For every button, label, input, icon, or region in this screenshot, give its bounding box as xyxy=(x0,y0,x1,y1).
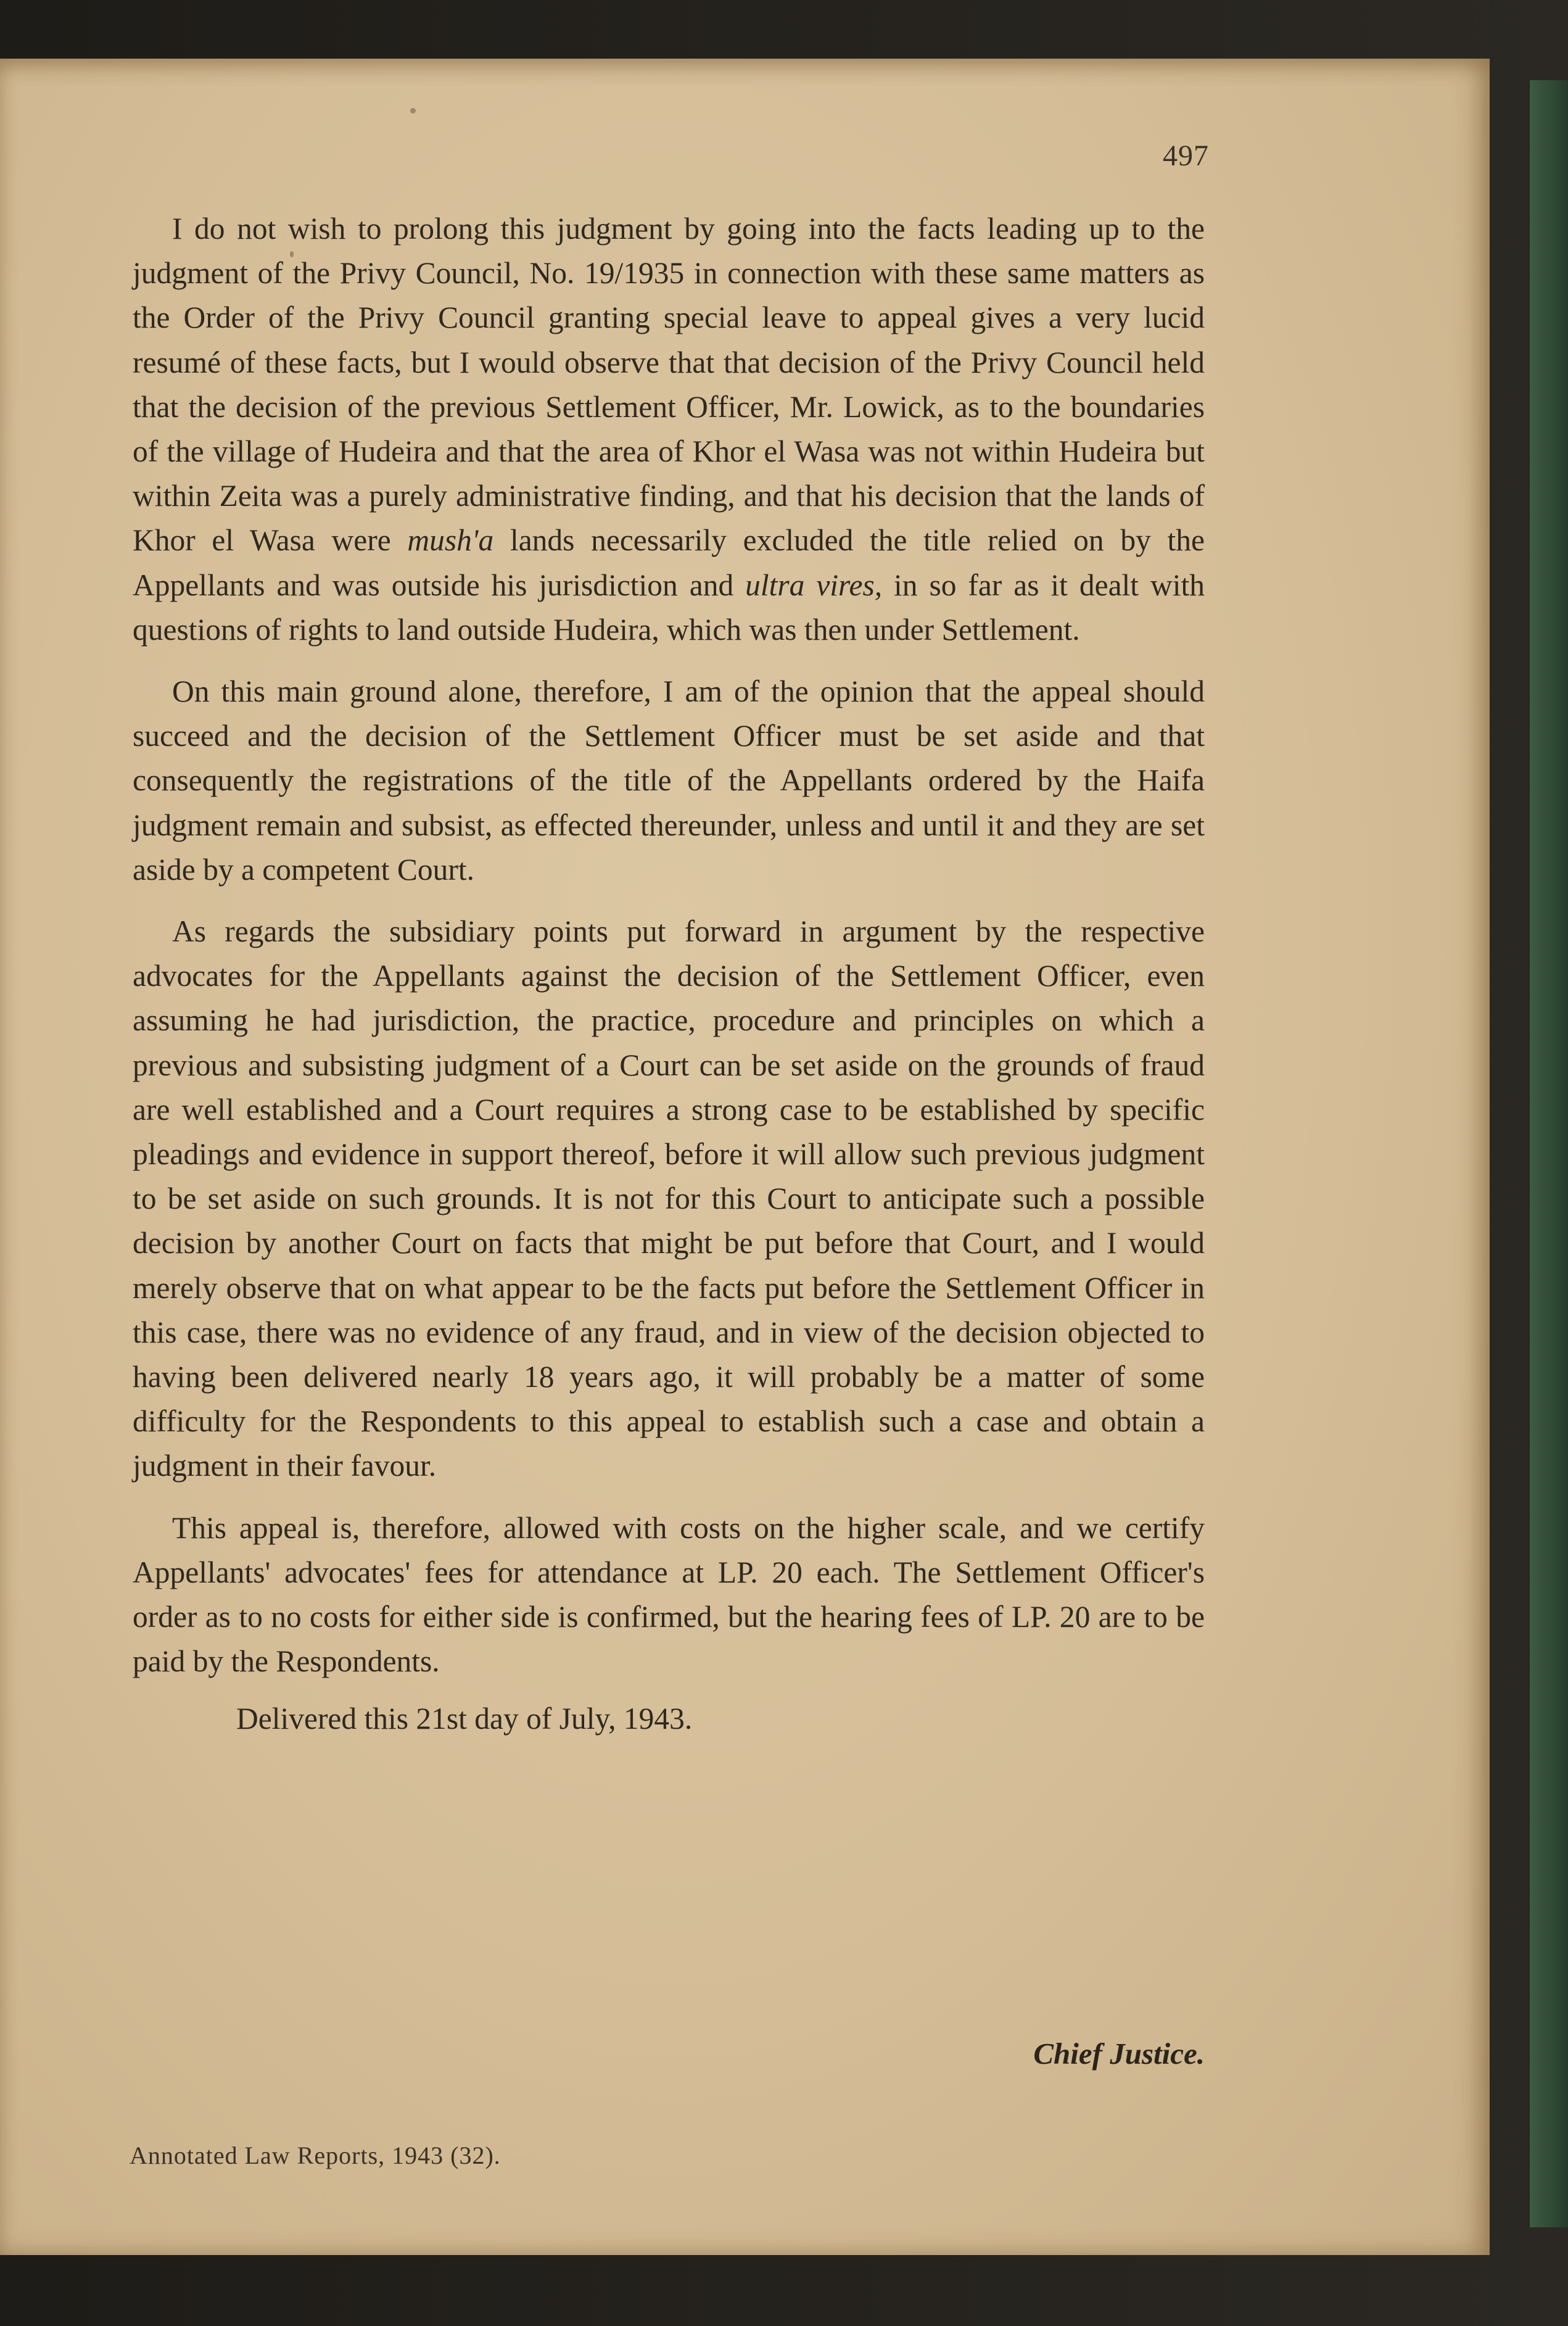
paragraph-subsidiary-points: As regards the subsidiary points put forward in argument by the respective advocates for the Appellants against the decision of the Settlement Officer, even assuming he had jurisdiction, the practice, procedure and principles on which a previous and subsisting judgment of a Court can be set aside on the grounds of fraud are well established and a Court requires a strong case to be established by specific pleadings and evidence in support thereof, before it will allow such previous judgment to be set aside on such grounds. It is not for this Court to anticipate such a possible decision by another Court on facts that might be put before that Court, and I would merely observe that on what appear to be the facts put before the Settlement Officer in this case, there was no evidence of any fraud, and in view of the decision objected to having been delivered nearly 18 years ago, it will probably be a matter of some difficulty for the Respondents to this appeal to establish such a case and obtain a judgment in their favour. xyxy=(133,914,1205,1483)
page-number: 497 xyxy=(1163,139,1209,172)
paragraph-facts xyxy=(133,207,1205,652)
book-binding-edge xyxy=(1528,80,1568,2227)
paragraph-text: lands necessarily excluded the title relied on by the Appellants and was outside his jurisdiction and xyxy=(133,523,1205,602)
footer-citation: Annotated Law Reports, 1943 (32). xyxy=(130,2142,501,2169)
judgment-body xyxy=(133,207,1205,1753)
italic-term: ultra vires, xyxy=(745,568,883,602)
delivered-date: Delivered this 21st day of July, 1943. xyxy=(236,1701,693,1736)
signature-chief-justice: Chief Justice. xyxy=(1033,2037,1205,2071)
paragraph-costs: This appeal is, therefore, allowed with costs on the higher scale, and we certify Appellants' advocates' fees for attendance at LP. 20 each. The Settlement Officer's order as to no costs for either side is confirmed, but the hearing fees of LP. 20 are to be paid by the Respondents. xyxy=(133,1510,1205,1679)
paper-speck xyxy=(410,108,416,114)
paragraph-main-ground: On this main ground alone, therefore, I am of the opinion that the appeal should succeed and the decision of the Settlement Officer must be set aside and that consequently the registrations of the title of the Appellants ordered by the Haifa judgment remain and subsist, as effected thereunder, unless and until it and they are set aside by a competent Court. xyxy=(133,674,1205,887)
italic-term: mush'a xyxy=(407,523,494,558)
paragraph-text: in so far as it dealt with questions of rights to land outside Hudeira, which was then under Settlement. xyxy=(133,568,1205,647)
paragraph-text: I do not wish to prolong this judgment by going into the facts leading up to the judgment of the Privy Council, No. 19/1935 in connection with these same matters as the Order of the Privy Council granting special leave to appeal gives a very lucid resumé of these facts, but I would observe that that decision of the Privy Council held that the decision of the previous Settlement Officer, Mr. Lowick, as to the boundaries of the village of Hudeira and that the area of Khor el Wasa was not within Hudeira but within Zeita was a purely administrative finding, and that his decision that the lands of Khor el Wasa were xyxy=(133,212,1205,558)
